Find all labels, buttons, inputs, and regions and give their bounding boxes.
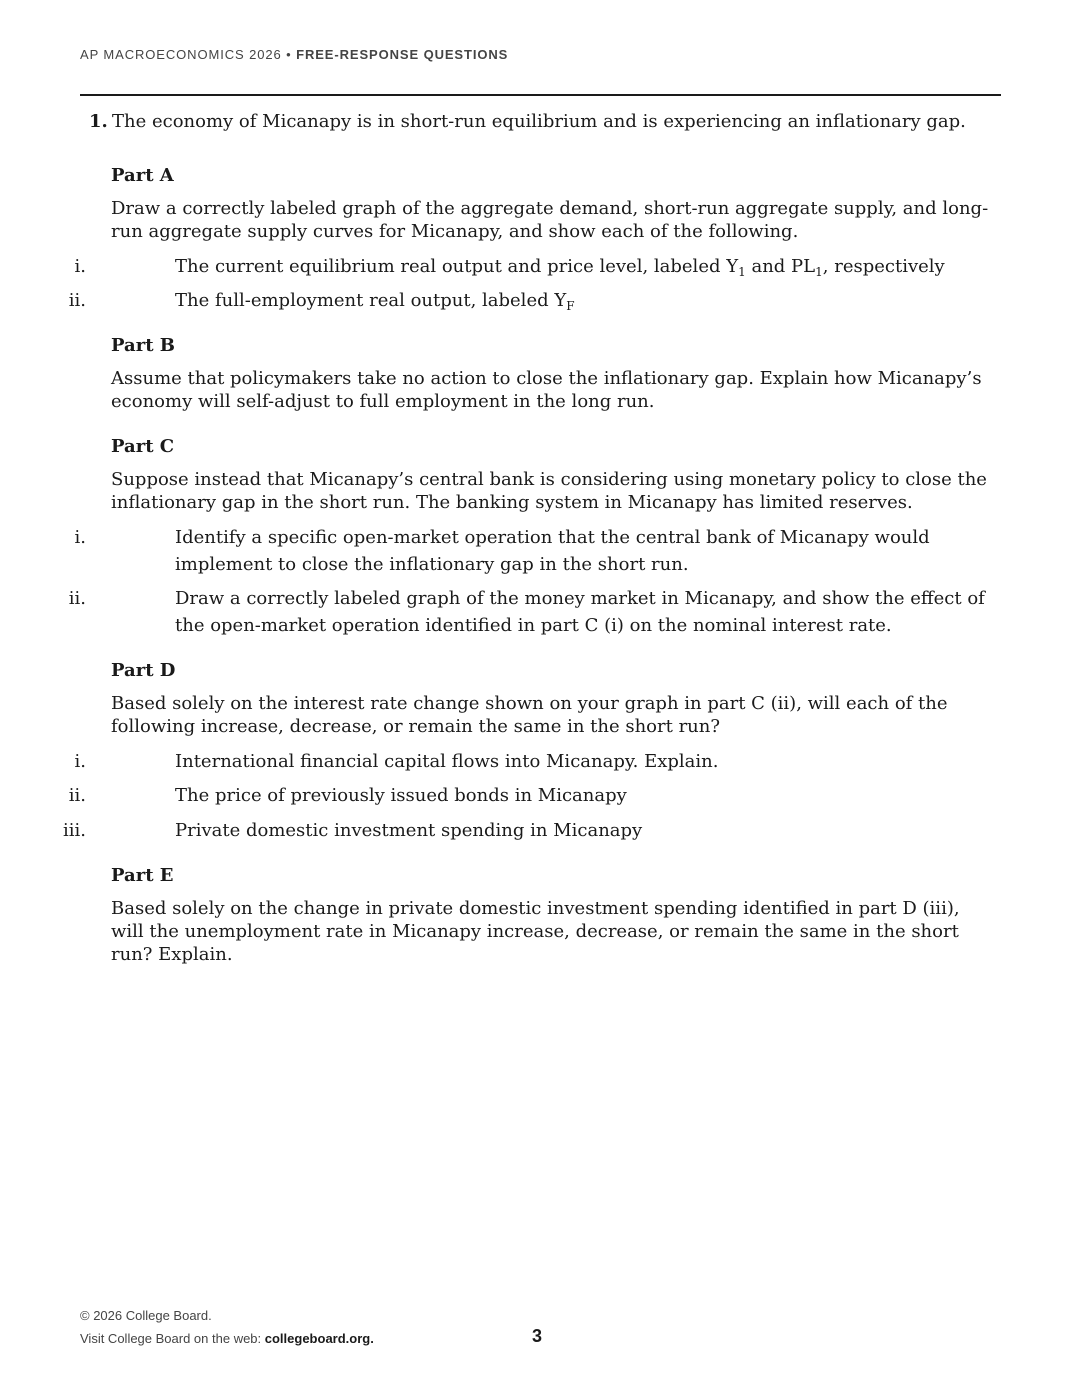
part-a-title: Part A [111,165,174,186]
part-e-title: Part E [111,865,174,886]
footer-copyright: © 2026 College Board. [80,1308,212,1323]
part-d-prompt: Based solely on the interest rate change shown on your graph in part C (ii), will each of the following increase, decrease, or remain the same in the short run? [111,693,948,737]
item-text: The price of previously issued bonds in Micanapy [175,785,627,806]
item-text: The current equilibrium real output and price level, labeled $Y_1$ and $PL_1$, respectively [175,256,945,279]
part-d-title: Part D [111,660,176,681]
item-number: ii. [68,290,86,311]
item-number: i. [74,256,86,277]
item-text: Draw a correctly labeled graph of the money market in Micanapy, and show the effect of the open-market operation identified in part C (i) on the nominal interest rate. [175,588,985,636]
course-title: AP MACROECONOMICS 2026 [80,47,282,62]
part-b-title: Part B [111,335,175,356]
item-text: International financial capital flows into Micanapy. Explain. [175,751,719,772]
header-separator: • [281,47,297,62]
item-text: The full-employment real output, labeled $Y_F$ [175,290,575,313]
item-text: Identify a specific open-market operation that the central bank of Micanapy would implement to close the inflationary gap in the short run. [175,527,930,575]
item-number: i. [74,527,86,548]
footer-website-link[interactable]: collegeboard.org. [264,1331,374,1346]
footer-visit-text: Visit College Board on the web: [80,1331,265,1346]
part-e-prompt: Based solely on the change in private domestic investment spending identified in part D (iii), will the unemployment rate in Micanapy increase, decrease, or remain the same in the short run? Explain. [111,898,960,965]
header-divider [80,94,1001,96]
page-number: 3 [532,1326,543,1346]
page-header [80,47,508,62]
item-number: ii. [68,785,86,806]
part-c-prompt: Suppose instead that Micanapy’s central bank is considering using monetary policy to close the inflationary gap in the short run. The banking system in Micanapy has limited reserves. [111,469,987,513]
part-b-prompt: Assume that policymakers take no action to close the inflationary gap. Explain how Micanapy’s economy will self-adjust to full employment in the long run. [111,368,982,412]
item-number: i. [74,751,86,772]
part-c-title: Part C [111,436,175,457]
footer-visit [80,1331,374,1346]
item-number: iii. [63,820,86,841]
question-text: The economy of Micanapy is in short-run equilibrium and is experiencing an inflationary gap. [112,111,966,132]
part-a-prompt: Draw a correctly labeled graph of the aggregate demand, short-run aggregate supply, and long-run aggregate supply curves for Micanapy, and show each of the following. [111,198,989,242]
item-number: ii. [68,588,86,609]
section-title: FREE-RESPONSE QUESTIONS [296,47,509,62]
question-number: 1. [89,111,108,132]
item-text: Private domestic investment spending in Micanapy [175,820,643,841]
